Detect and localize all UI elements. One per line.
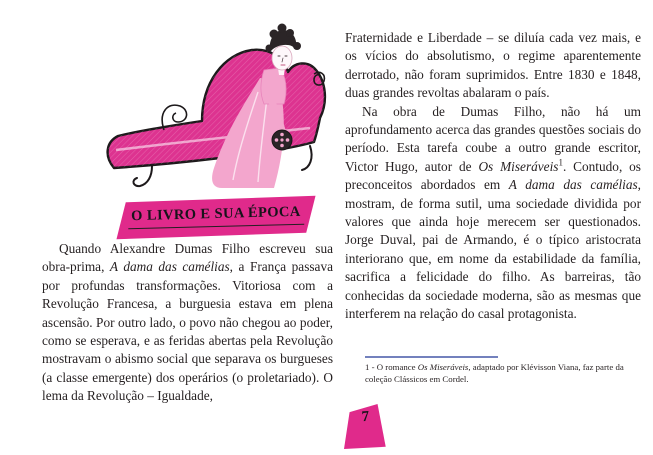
- paragraph: Quando Alexandre Dumas Filho escreveu sua obra-prima, A dama das camélias, a França passava por profundas transformações. Vitoriosa com a Revolução Francesa, a burguesia estava em plena ascensão. Por outro lado, o povo não chegou ao poder, como se esperava, e as feridas abertas pela Revolução mostravam o abismo social que separava os burgueses (a classe emergente) dos operários (o proletariado). O lema da Revolução – Igualdade,: [42, 241, 334, 404]
- page-number: 7: [361, 408, 370, 426]
- camellia-rosette-icon: [272, 130, 292, 150]
- paragraph: Na obra de Dumas Filho, não há um aprofundamento acerca das grandes questões sociais do período. Esta tarefa coube a outro grande escritor, Victor Hugo, autor de Os Miseráveis$^1$. Contudo, os preconceitos abordados em A dama das camélias, mostram, de forma sutil, uma sociedade dividida por valores que ainda hoje merecem ser questionados. Jorge Duval, pai de Armando, é o típico aristocrata interiorano que, em nome da estabilidade da família, sacrifica a felicidade do filho. As barreiras, tão conhecidas da sociedade moderna, são as mesmas que interferem na relação do casal protagonista.: [345, 103, 641, 322]
- right-text-column: [345, 29, 641, 324]
- left-text-column: [42, 240, 333, 406]
- paragraph: Fraternidade e Liberdade – se diluía cada vez mais, e os vícios do absolutismo, o regime aparentemente derrotado, não foram suprimidos. Entre 1830 e 1848, duas grandes revoltas abalaram o país.: [345, 30, 641, 101]
- woman-on-chaise-illustration: [52, 18, 337, 196]
- footnote-divider: [365, 356, 498, 358]
- section-title: O LIVRO E SUA ÉPOCA: [128, 204, 304, 230]
- face: [272, 46, 292, 70]
- illustration-svg: [52, 18, 337, 196]
- footnote: 1 - O romance Os Miseráveis, adaptado por Klévisson Viana, faz parte da coleção Clássicos em Cordel.: [365, 362, 624, 384]
- section-banner: [122, 199, 310, 236]
- page-number-tab: [344, 404, 387, 449]
